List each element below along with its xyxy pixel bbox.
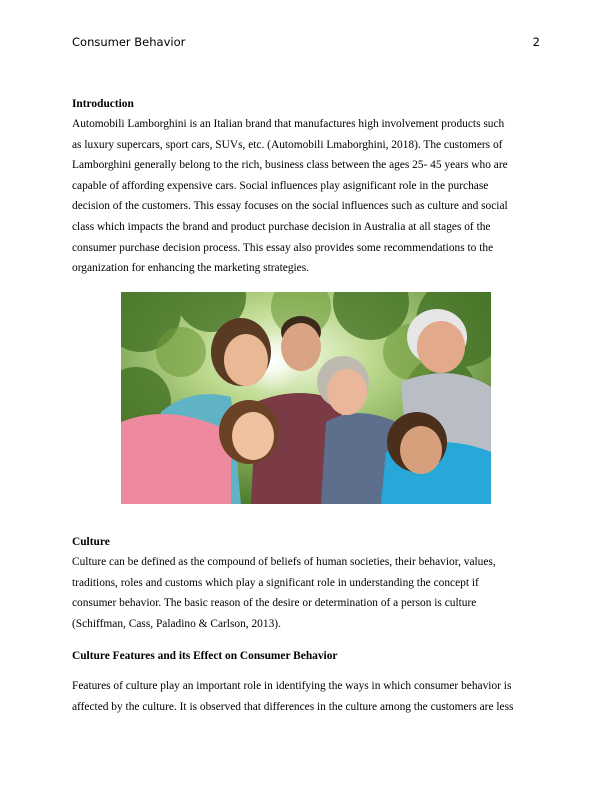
page-number: 2 — [532, 35, 540, 49]
paragraph-line: (Schiffman, Cass, Paladino & Carlson, 2013). — [72, 617, 281, 630]
culture-paragraph — [72, 552, 542, 634]
introduction-heading: Introduction — [72, 98, 134, 110]
paragraph-line: affected by the culture. It is observed that differences in the culture among the customers are less — [72, 700, 514, 713]
paragraph-line: Culture can be defined as the compound of beliefs of human societies, their behavior, values, — [72, 556, 496, 568]
paragraph-line: Features of culture play an important role in identifying the ways in which consumer behavior is — [72, 680, 512, 692]
culture-heading: Culture — [72, 536, 110, 548]
paragraph-line: traditions, roles and customs which play a significant role in understanding the concept if — [72, 576, 479, 589]
paragraph-line: capable of affording expensive cars. Social influences play asignificant role in the purchase — [72, 179, 489, 192]
introduction-paragraph — [72, 114, 542, 279]
culture-features-paragraph — [72, 676, 542, 717]
paragraph-line: as luxury supercars, sport cars, SUVs, etc. (Automobili Lmaborghini, 2018). The customers of — [72, 138, 503, 151]
running-head-title: Consumer Behavior — [72, 35, 186, 49]
paragraph-line: consumer purchase decision process. This essay also provides some recommendations to the — [72, 241, 494, 254]
paragraph-line: organization for enhancing the marketing strategies. — [72, 262, 310, 275]
family-photo — [121, 292, 491, 504]
paragraph-line: Lamborghini generally belong to the rich, business class between the ages 25- 45 years who are — [72, 159, 508, 172]
paragraph-line: Automobili Lamborghini is an Italian brand that manufactures high involvement products such — [72, 118, 505, 130]
culture-features-heading: Culture Features and its Effect on Consumer Behavior — [72, 650, 338, 662]
paragraph-line: decision of the customers. This essay focuses on the social influences such as culture and social — [72, 200, 508, 213]
page-header — [72, 34, 540, 50]
paragraph-line: consumer behavior. The basic reason of the desire or determination of a person is culture — [72, 597, 477, 610]
paragraph-line: class which impacts the brand and product purchase decision in Australia at all stages of the — [72, 220, 491, 233]
